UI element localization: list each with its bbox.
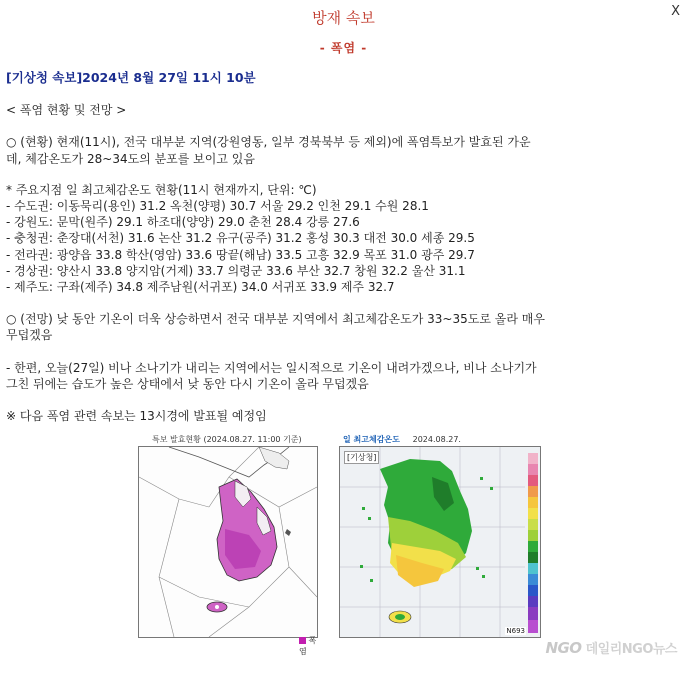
temperature-map-title: 일 최고체감온도 bbox=[343, 435, 400, 444]
warning-legend-label: 폭염 bbox=[299, 636, 317, 656]
note-line: - 한편, 오늘(27일) 비나 소나기가 내리는 지역에서는 일시적으로 기온이 내려가겠으나, 비나 소나기가 bbox=[6, 360, 537, 375]
region-line-gangwon: - 강원도: 문막(원주) 29.1 하조대(양양) 29.0 춘천 28.4 강릉 27.6 bbox=[6, 215, 360, 230]
warning-legend bbox=[299, 635, 317, 657]
forecast-line: ○ (전망) 낮 동안 기온이 더욱 상승하면서 전국 대부분 지역에서 최고체감온도가 33~35도로 올라 매우 bbox=[6, 312, 545, 327]
forecast-line: 무덥겠음 bbox=[6, 328, 53, 343]
status-line: ○ (현황) 현재(11시), 전국 대부분 지역(강원영동, 일부 경북북부 등 제외)에 폭염특보가 발효된 가운 bbox=[6, 135, 531, 150]
window-subtitle: - 폭염 - bbox=[319, 41, 368, 55]
publisher-watermark bbox=[545, 638, 677, 657]
window-title: 방재 속보 bbox=[312, 9, 375, 27]
region-line-capital: - 수도권: 이동묵리(용인) 31.2 옥천(양평) 30.7 서울 29.2 인천 29.1 수원 28.1 bbox=[6, 199, 429, 214]
section-title: < 폭염 현황 및 전망 > bbox=[6, 103, 127, 118]
region-line-gyeongsang: - 경상권: 양산시 33.8 양지암(거제) 33.7 의령군 33.6 부산 32.7 창원 32.2 울산 31.1 bbox=[6, 263, 466, 278]
station-count: N693 bbox=[506, 627, 525, 635]
region-line-jeju: - 제주도: 구좌(제주) 34.8 제주남원(서귀포) 34.0 서귀포 33.9 제주 32.7 bbox=[6, 280, 395, 295]
table-heading: * 주요지점 일 최고체감온도 현황(11시 현재까지, 단위: ℃) bbox=[6, 182, 317, 197]
legend-swatch bbox=[299, 637, 306, 644]
watermark-logo: NGO bbox=[545, 639, 582, 657]
region-line-chungcheong: - 충청권: 춘장대(서천) 31.6 논산 31.2 유구(공주) 31.2 홍성 30.3 대전 30.0 세종 29.5 bbox=[6, 231, 475, 246]
warning-map bbox=[138, 446, 318, 656]
region-line-jeolla: - 전라권: 광양읍 33.8 학산(영암) 33.6 땅끝(해남) 33.5 고흥 32.9 목포 31.0 광주 29.7 bbox=[6, 247, 475, 262]
bulletin-headline: [기상청 속보]2024년 8월 27일 11시 10분 bbox=[6, 70, 256, 85]
next-notice: ※ 다음 폭염 관련 속보는 13시경에 발표될 예정임 bbox=[6, 409, 267, 424]
bulletin-body bbox=[6, 70, 681, 424]
warning-map-caption: 특보 발효현황 (2024.08.27. 11:00 기준) bbox=[152, 435, 302, 444]
watermark-text: 데일리NGO뉴스 bbox=[585, 642, 677, 657]
temperature-map-image bbox=[340, 447, 540, 637]
figures bbox=[138, 434, 540, 656]
warning-map-image bbox=[139, 447, 317, 637]
note-line: 그친 뒤에는 습도가 높은 상태에서 낮 동안 다시 기온이 올라 무덥겠음 bbox=[6, 376, 369, 391]
status-line: 데, 체감온도가 28~34도의 분포를 보이고 있음 bbox=[6, 151, 255, 166]
temperature-map-date: 2024.08.27. bbox=[412, 435, 461, 444]
agency-tag: [기상청] bbox=[344, 451, 379, 464]
temperature-map bbox=[339, 446, 541, 638]
temperature-map-caption bbox=[343, 434, 461, 445]
close-button[interactable]: X bbox=[671, 4, 680, 19]
temperature-colorbar bbox=[528, 453, 538, 633]
